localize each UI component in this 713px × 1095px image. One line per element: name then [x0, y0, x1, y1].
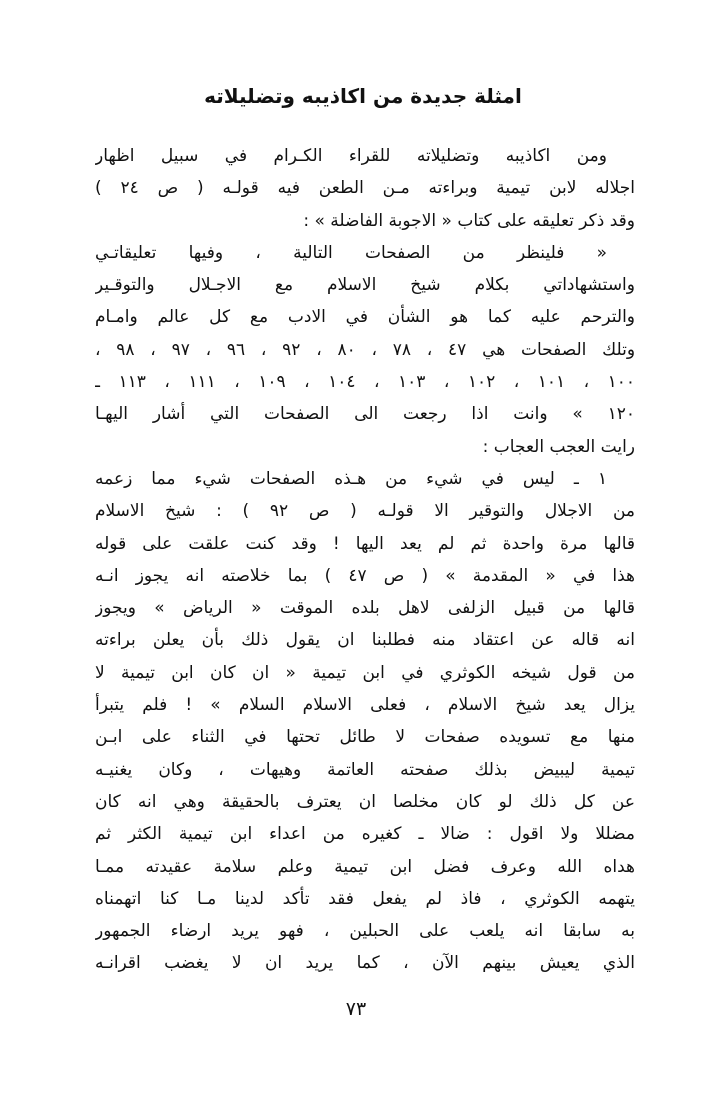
text-line: يزال يعد شيخ الاسلام ، فعلى الاسلام السلام » ! فلم يتبرأ: [95, 695, 635, 716]
text-line: وتلك الصفحات هي ٤٧ ، ٧٨ ، ٨٠ ، ٩٢ ، ٩٦ ، ٩٧ ، ٩٨ ،: [95, 339, 635, 360]
text-line: الذي يعيش بينهم الآن ، كما يريد ان لا يغضب اقرانـه: [95, 953, 635, 974]
text-line: به سابقا انه يلعب على الحبلين ، فهو يريد ارضاء الجمهور: [95, 921, 635, 942]
text-line: هذا في « المقدمة » ( ص ٤٧ ) بما خلاصته انه يجوز انـه: [95, 565, 635, 586]
text-line: من الاجلال والتوقير الا قولـه ( ص ٩٢ ) : شيخ الاسلام: [95, 501, 635, 522]
body-text: [95, 140, 635, 980]
text-line: من قول شيخه الكوثري في ابن تيمية « ان كان ابن تيمية لا: [95, 662, 635, 683]
text-line: عن كل ذلك لو كان مخلصا ان يعترف بالحقيقة وهي انه كان: [95, 791, 635, 812]
text-line: هداه الله وعرف فضل ابن تيمية وعلم سلامة عقيدته ممـا: [95, 856, 635, 877]
text-line: مضللا ولا اقول : ضالا ـ كغيره من اعداء ابن تيمية الكثر ثم: [95, 824, 635, 845]
text-line: « فلينظر من الصفحات التالية ، وفيها تعليقاتـي: [95, 242, 607, 263]
text-line: قالها من قبيل الزلفى لاهل بلده الموقت « الرياض » ويجوز: [95, 598, 635, 619]
text-line: ١٠٠ ، ١٠١ ، ١٠٢ ، ١٠٣ ، ١٠٤ ، ١٠٩ ، ١١١ ، ١١٣ ـ: [95, 372, 635, 393]
text-line: وقد ذكر تعليقه على كتاب « الاجوبة الفاضلة » :: [303, 210, 635, 231]
text-line: منها مع تسويده صفحات لا طائل تحتها في الثناء على ابـن: [95, 727, 635, 748]
text-line: ومن اكاذيبه وتضليلاته للقراء الكـرام في سبيل اظهار: [95, 146, 607, 166]
text-line: ١٢٠ » وانت اذا رجعت الى الصفحات التي أشار اليهـا: [95, 404, 635, 425]
text-line: ١ ـ ليس في شيء من هـذه الصفحات شيء مما زعمه: [95, 468, 607, 489]
section-heading: امثلة جديدة من اكاذيبه وتضليلاته: [204, 84, 522, 108]
page-number: ٧٣: [345, 998, 367, 1020]
text-line: يتهمه الكوثري ، فاذ لم يفعل فقد تأكد لدينا مـا كنا اتهمناه: [95, 888, 635, 909]
text-line: قالها مرة واحدة ثم لم يعد اليها ! وقد كنت علقت على قوله: [95, 533, 635, 554]
text-line: تيمية ليبيض بذلك صفحته العاتمة وهيهات ، وكان يغنيـه: [95, 759, 635, 780]
text-line: والترحم عليه كما هو الشأن في الادب مع كل عالم وامـام: [95, 307, 635, 328]
text-line: واستشهاداتي بكلام شيخ الاسلام مع الاجـلال والتوقـير: [95, 275, 635, 296]
text-line: اجلاله لابن تيمية وبراءته مـن الطعن فيه قولـه ( ص ٢٤ ): [95, 178, 635, 199]
text-line: رايت العجب العجاب :: [482, 436, 635, 457]
text-line: انه قاله عن اعتقاد منه فطلبنا ان يقول ذلك بأن يعلن براءته: [95, 630, 635, 651]
